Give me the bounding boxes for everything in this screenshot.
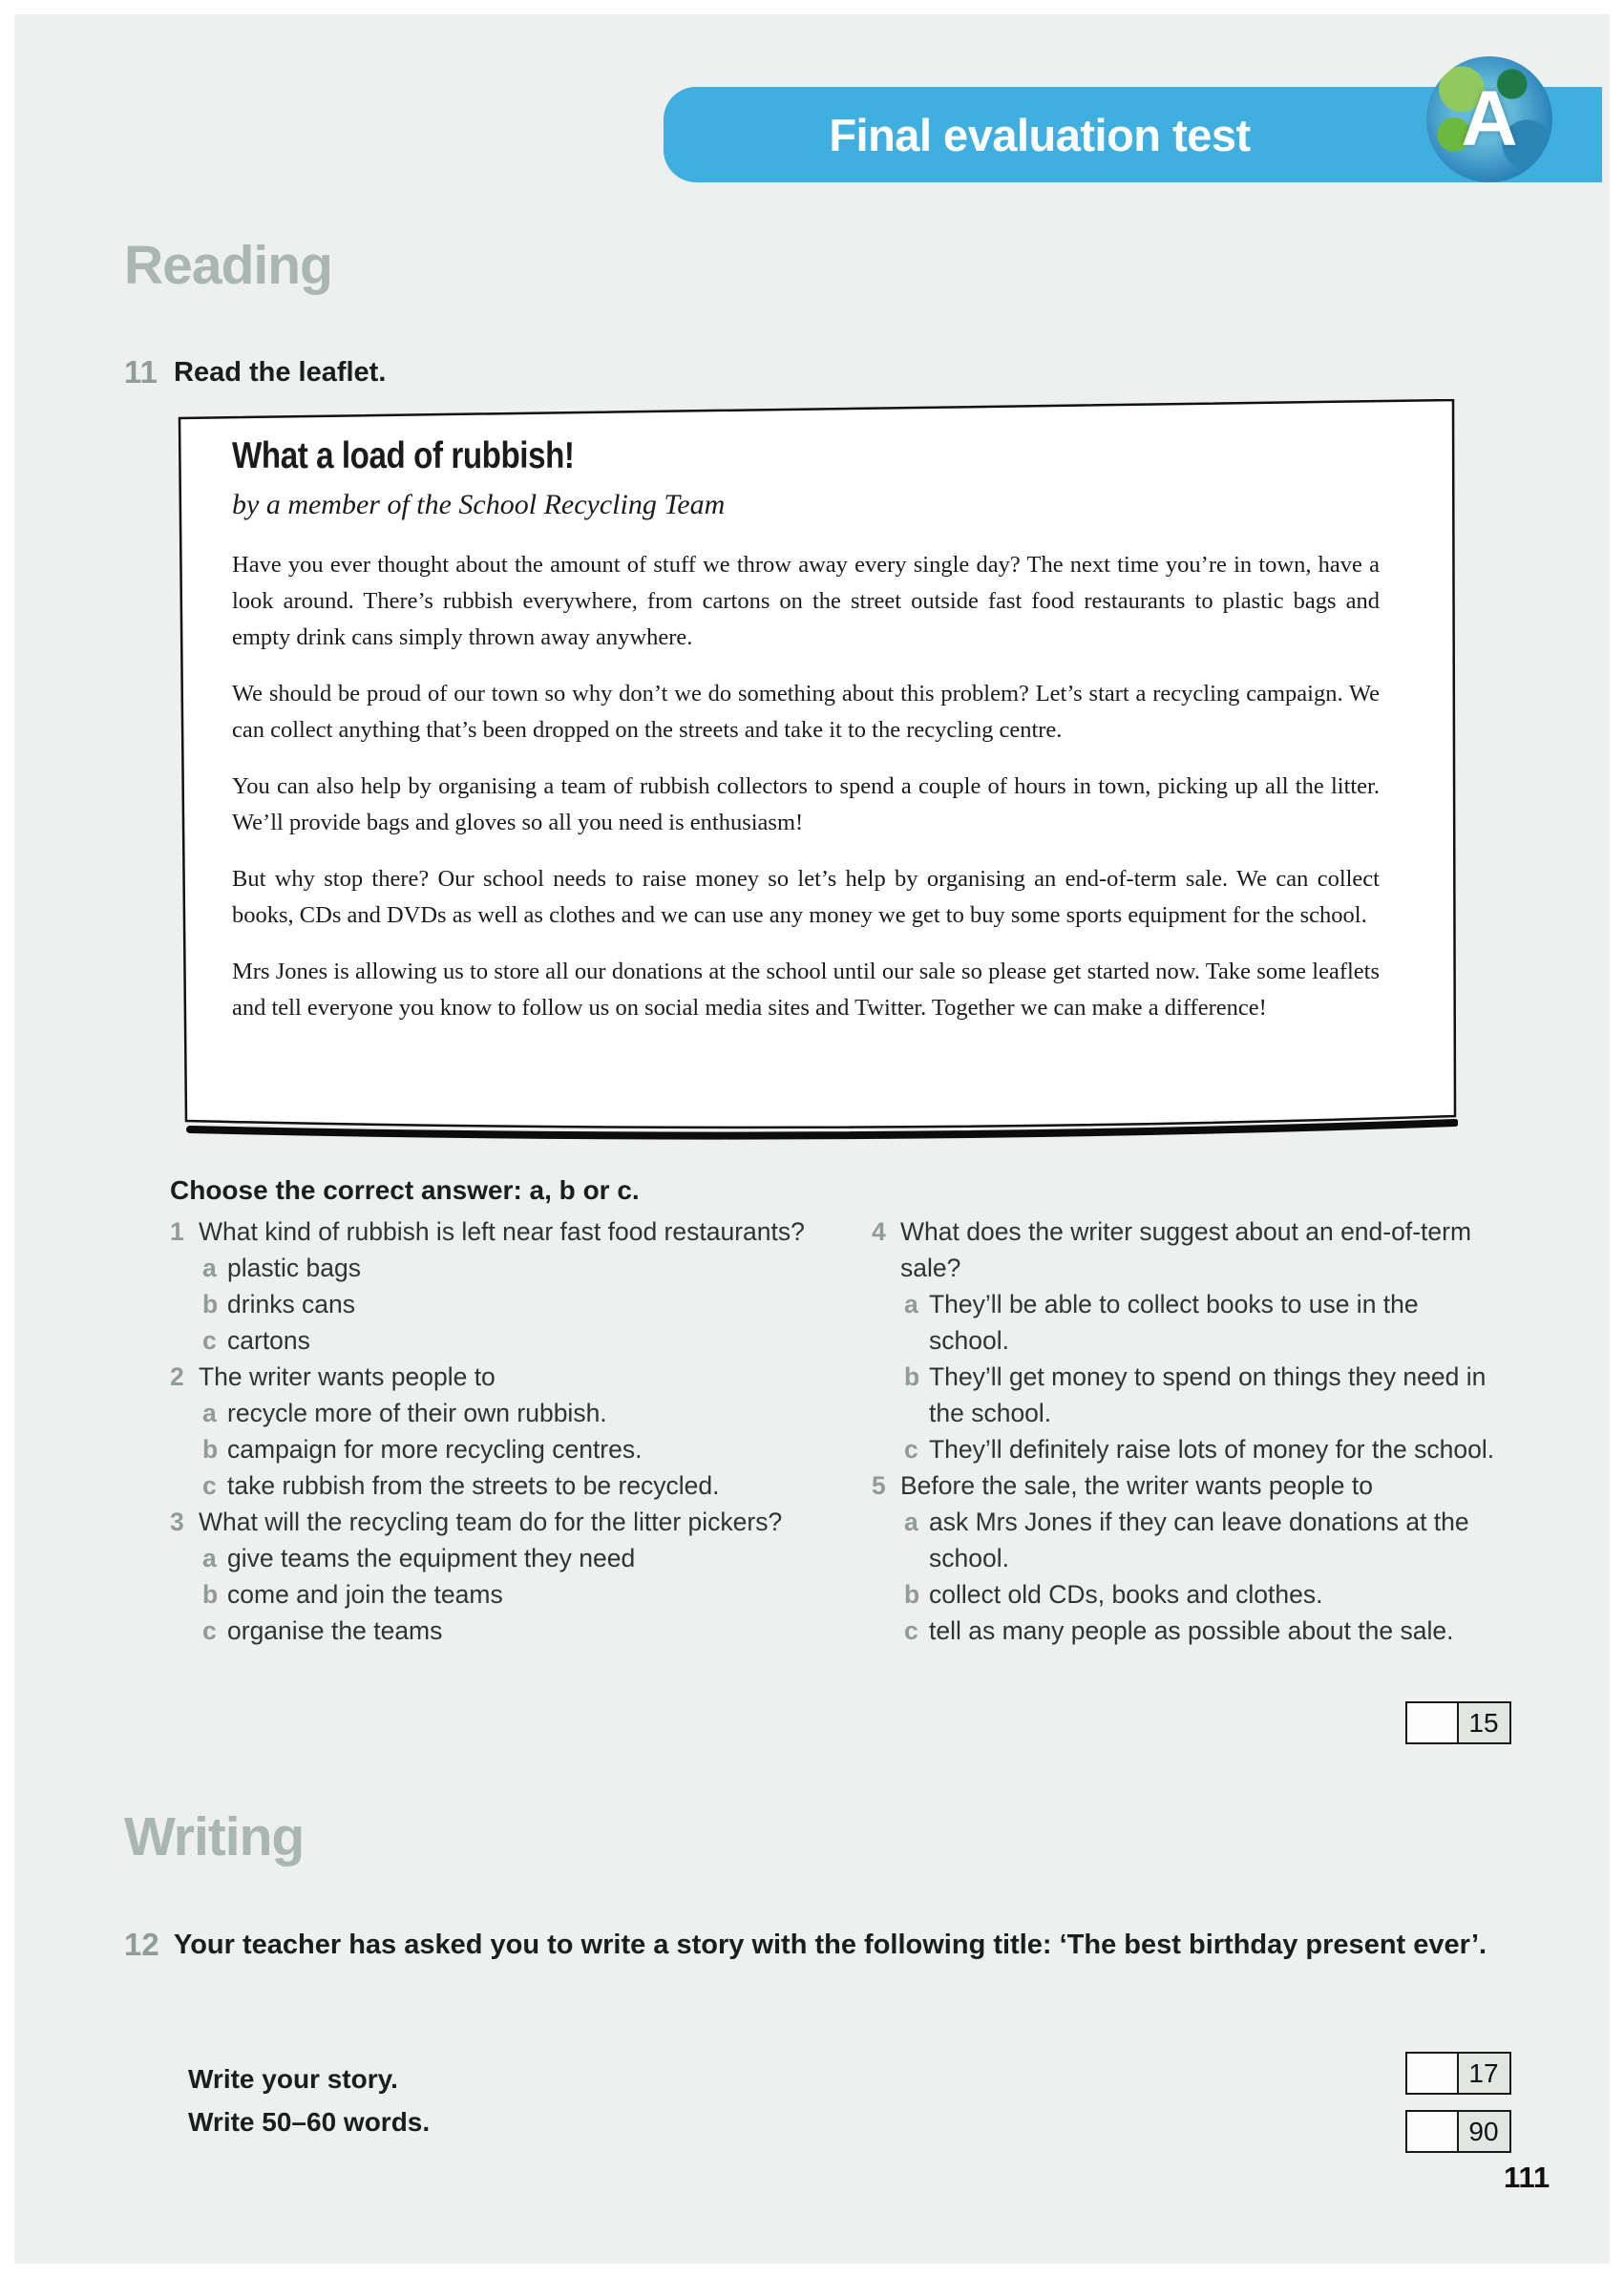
writing-sub-instructions	[188, 2057, 430, 2143]
question-5-option-c	[872, 1613, 1497, 1649]
leaflet-paragraph: Have you ever thought about the amount of stuff we throw away every single day? The next time you’re in town, have a look around. There’s rubbish everywhere, from cartons on the street outside fast food restaurants to plastic bags and empty drink cans simply thrown away anywhere.	[232, 552, 1380, 650]
question-text: What does the writer suggest about an end-of-term sale?	[900, 1217, 1472, 1282]
question-number: 3	[170, 1508, 184, 1536]
score-max-cell: 90	[1457, 2110, 1511, 2153]
option-text: They’ll get money to spend on things they need in the school.	[929, 1362, 1487, 1427]
option-letter: c	[904, 1616, 918, 1645]
question-text: Before the sale, the writer wants people to	[900, 1471, 1373, 1500]
option-letter: b	[202, 1435, 219, 1464]
option-text: tell as many people as possible about the sale.	[929, 1616, 1454, 1645]
leaflet-paragraph: Mrs Jones is allowing us to store all our donations at the school until our sale so please get started now. Take some leaflets and tell everyone you know to follow us on social media sites and Twitter. Together we can make a difference!	[232, 959, 1380, 1021]
option-letter: b	[202, 1290, 219, 1318]
page-number: 111	[1504, 2161, 1550, 2194]
exercise-11-instruction	[124, 353, 386, 396]
exercise-instruction-text: Read the leaflet.	[174, 357, 387, 388]
score-input-cell	[1405, 2110, 1459, 2153]
leaflet-paragraph: You can also help by organising a team of rubbish collectors to spend a couple of hours in town, picking up all the litter. We’ll provide bags and gloves so all you need is enthusiasm!	[232, 773, 1380, 835]
option-letter: b	[904, 1362, 920, 1391]
leaflet-byline: by a member of the School Recycling Team	[232, 489, 726, 520]
leaflet-title: What a load of rubbish!	[232, 435, 575, 476]
question-2-option-b	[170, 1431, 814, 1467]
option-text: They’ll be able to collect books to use in the school.	[929, 1290, 1419, 1355]
word-count-line: Write 50–60 words.	[188, 2107, 431, 2137]
reading-leaflet	[177, 399, 1458, 1151]
option-text: ask Mrs Jones if they can leave donations at the school.	[929, 1508, 1469, 1572]
question-text: What will the recycling team do for the litter pickers?	[199, 1508, 783, 1536]
question-number: 1	[170, 1217, 184, 1246]
questions-column-left	[170, 1213, 814, 1649]
option-text: cartons	[227, 1326, 310, 1355]
question-4-option-c	[872, 1431, 1497, 1467]
leaflet-content	[232, 435, 1380, 1026]
question-5	[872, 1467, 1497, 1504]
choose-answer-task: Choose the correct answer: a, b or c.	[170, 1175, 640, 1205]
question-4-option-b	[872, 1359, 1497, 1431]
question-5-option-b	[872, 1576, 1497, 1613]
question-number: 5	[872, 1471, 886, 1500]
test-page	[14, 14, 1610, 2264]
question-3-option-a	[170, 1540, 814, 1576]
option-text: give teams the equipment they need	[227, 1544, 636, 1572]
question-text: What kind of rubbish is left near fast food restaurants?	[199, 1217, 805, 1246]
question-1-option-a	[170, 1250, 814, 1286]
option-letter: a	[202, 1399, 217, 1427]
option-letter: c	[904, 1435, 918, 1464]
score-max-cell: 17	[1457, 2052, 1511, 2095]
question-3	[170, 1504, 814, 1540]
question-4-option-a	[872, 1286, 1497, 1359]
exercise-instruction-text: Your teacher has asked you to write a story with the following title: ‘The best birthday present ever’.	[174, 1930, 1487, 1960]
question-2-option-c	[170, 1467, 814, 1504]
question-5-option-a	[872, 1504, 1497, 1576]
question-4	[872, 1213, 1497, 1286]
exercise-number: 12	[124, 1927, 159, 1962]
questions-column-right	[872, 1213, 1497, 1649]
option-text: plastic bags	[227, 1254, 361, 1282]
leaflet-paragraph: We should be proud of our town so why don’t we do something about this problem? Let’s start a recycling campaign. We can collect anything that’s been dropped on the streets and take it to the recycling centre.	[232, 681, 1380, 743]
question-1	[170, 1213, 814, 1250]
option-text: take rubbish from the streets to be recycled.	[227, 1471, 720, 1500]
option-letter: b	[904, 1580, 920, 1609]
option-letter: a	[202, 1544, 217, 1572]
option-text: organise the teams	[227, 1616, 443, 1645]
option-text: They’ll definitely raise lots of money for the school.	[929, 1435, 1495, 1464]
option-letter: c	[202, 1326, 217, 1355]
page-title: Final evaluation test	[829, 109, 1251, 160]
question-2-option-a	[170, 1395, 814, 1431]
question-number: 2	[170, 1362, 184, 1391]
option-text: come and join the teams	[227, 1580, 503, 1609]
score-max-cell: 15	[1457, 1701, 1511, 1744]
level-badge: A	[1461, 75, 1518, 162]
exercise-12-instruction	[124, 1926, 1556, 1969]
option-text: campaign for more recycling centres.	[227, 1435, 643, 1464]
total-score-box	[1405, 2110, 1511, 2153]
question-1-option-c	[170, 1322, 814, 1359]
question-3-option-c	[170, 1613, 814, 1649]
option-letter: a	[202, 1254, 217, 1282]
score-input-cell	[1405, 1701, 1459, 1744]
option-text: collect old CDs, books and clothes.	[929, 1580, 1323, 1609]
question-number: 4	[872, 1217, 886, 1246]
reading-section-title: Reading	[124, 235, 332, 296]
option-text: recycle more of their own rubbish.	[227, 1399, 607, 1427]
score-input-cell	[1405, 2052, 1459, 2095]
option-letter: a	[904, 1290, 918, 1318]
writing-score-box	[1405, 2052, 1511, 2095]
question-3-option-b	[170, 1576, 814, 1613]
level-a-globe-icon	[1426, 56, 1552, 182]
option-letter: b	[202, 1580, 219, 1609]
question-1-option-b	[170, 1286, 814, 1322]
writing-section-title: Writing	[124, 1806, 305, 1867]
exercise-number: 11	[124, 354, 158, 390]
question-2	[170, 1359, 814, 1395]
leaflet-paragraph: But why stop there? Our school needs to raise money so let’s help by organising an end-of-term sale. We can collect books, CDs and DVDs as well as clothes and we can use any money we get to buy some sports equipment for the school.	[232, 866, 1380, 928]
option-letter: c	[202, 1471, 217, 1500]
reading-score-box	[1405, 1701, 1511, 1744]
option-text: drinks cans	[227, 1290, 356, 1318]
question-text: The writer wants people to	[199, 1362, 496, 1391]
option-letter: c	[202, 1616, 217, 1645]
write-story-line: Write your story.	[188, 2064, 398, 2094]
option-letter: a	[904, 1508, 918, 1536]
